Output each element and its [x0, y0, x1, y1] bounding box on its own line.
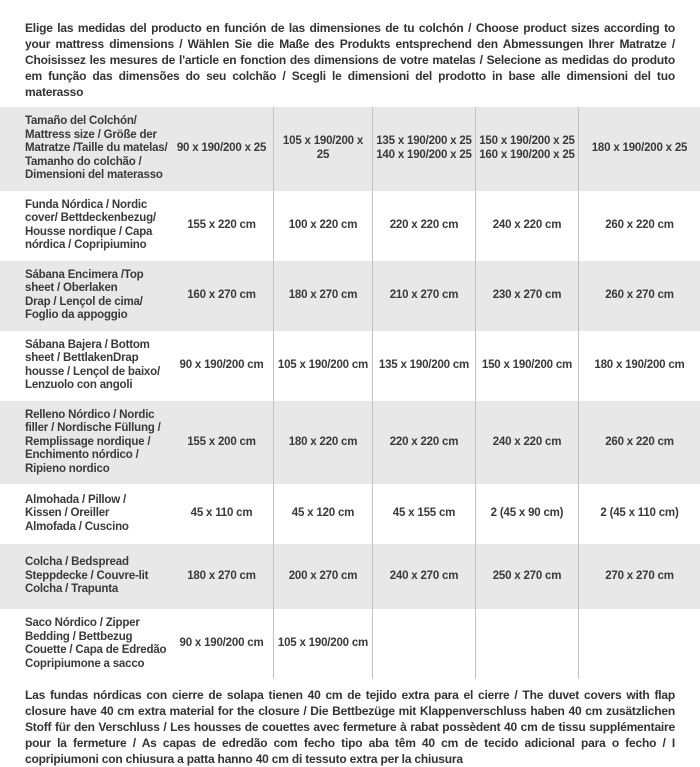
size-cell: 155 x 200 cm [187, 435, 256, 448]
size-cell: 100 x 220 cm [273, 191, 372, 261]
size-cell: 210 x 270 cm [372, 261, 475, 331]
size-cell: 220 x 220 cm [372, 401, 475, 485]
size-cell: 260 x 220 cm [578, 401, 700, 485]
size-table [0, 107, 700, 679]
size-cell: 180 x 190/200 cm [578, 331, 700, 401]
table-row [0, 261, 700, 331]
size-cell [578, 609, 700, 679]
size-cell: 180 x 270 cm [187, 569, 256, 582]
table-row [0, 191, 700, 261]
row-label: Sábana Encimera /Top sheet / Oberlaken Drap / Lençol de cima/ Foglio da appoggio [25, 268, 144, 321]
size-cell: 240 x 220 cm [475, 191, 578, 261]
table-row [0, 484, 700, 544]
size-cell: 180 x 270 cm [273, 261, 372, 331]
row-label: Funda Nórdica / Nordic cover/ Bettdeckenbezug/ Housse nordique / Capa nórdica / Copripiumino [25, 198, 156, 251]
size-cell: 240 x 220 cm [475, 401, 578, 485]
size-cell: 45 x 120 cm [273, 484, 372, 544]
table-row [0, 544, 700, 609]
size-cell [475, 609, 578, 679]
footnote-text: Las fundas nórdicas con cierre de solapa tienen 40 cm de tejido extra para el cierre / The duvet covers with flap closure have 40 cm extra material for the closure / Die Bettbezüge mit Klappenverschluss haben 40 cm zusätzlichen Stoff für den Verschluss / Les housses de couettes avec fermeture à rabat possèdent 40 cm de tissu supplémentaire pour la fermeture / As capas de edredão com fecho tipo aba têm 40 cm de tecido adicional para o fecho / I copripiumoni con chiusura a patta hanno 40 cm di tessuto extra per la chiusura [25, 688, 675, 766]
size-cell: 270 x 270 cm [578, 544, 700, 609]
row-label: Colcha / Bedspread Steppdecke / Couvre-lit Colcha / Trapunta [25, 556, 149, 596]
size-cell: 150 x 190/200 x 25 160 x 190/200 x 25 [475, 107, 578, 191]
row-label: Almohada / Pillow / Kissen / Oreiller Almofada / Cuscino [25, 493, 129, 533]
size-cell: 45 x 155 cm [372, 484, 475, 544]
table-row [0, 331, 700, 401]
size-cell: 135 x 190/200 cm [372, 331, 475, 401]
size-cell: 90 x 190/200 cm [179, 637, 264, 650]
size-cell: 250 x 270 cm [475, 544, 578, 609]
size-cell: 2 (45 x 110 cm) [578, 484, 700, 544]
size-cell: 180 x 190/200 x 25 [578, 107, 700, 191]
size-cell: 105 x 190/200 x 25 [273, 107, 372, 191]
size-cell: 240 x 270 cm [372, 544, 475, 609]
table-row [0, 401, 700, 485]
size-cell: 260 x 220 cm [578, 191, 700, 261]
row-label: Saco Nórdico / Zipper Bedding / Bettbezug Couette / Capa de Edredão Copripiumone a sacco [25, 617, 167, 670]
size-cell: 105 x 190/200 cm [273, 331, 372, 401]
size-cell: 135 x 190/200 x 25 140 x 190/200 x 25 [372, 107, 475, 191]
table-row [0, 609, 700, 679]
row-label: Relleno Nórdico / Nordic filler / Nordische Füllung / Remplissage nordique / Enchimento nórdico / Ripieno nordico [25, 408, 161, 475]
size-cell [372, 609, 475, 679]
size-cell: 260 x 270 cm [578, 261, 700, 331]
size-cell: 220 x 220 cm [372, 191, 475, 261]
size-cell: 105 x 190/200 cm [273, 609, 372, 679]
size-cell: 230 x 270 cm [475, 261, 578, 331]
size-cell: 200 x 270 cm [273, 544, 372, 609]
size-cell: 155 x 220 cm [187, 218, 256, 231]
intro-text: Elige las medidas del producto en función de las dimensiones de tu colchón / Choose product sizes according to your mattress dimensions / Wählen Sie die Maße des Produkts entsprechend den Abmessungen Ihrer Matratze / Choisissez les mesures de l'article en fonction des dimensions de votre matelas / Selecione as medidas do produto em função das dimensões do seu colchão / Scegli le dimensioni del prodotto in base alle dimensioni del tuo materasso [25, 21, 675, 99]
row-label: Tamaño del Colchón/ Mattress size / Größe der Matratze /Taille du matelas/ Tamanho do colchão / Dimensioni del materasso [25, 115, 168, 181]
size-cell: 2 (45 x 90 cm) [475, 484, 578, 544]
table-row [0, 107, 700, 191]
row-label: Sábana Bajera / Bottom sheet / BettlakenDrap housse / Lençol de baixo/ Lenzuolo con angoli [25, 338, 160, 391]
size-cell: 45 x 110 cm [190, 507, 253, 520]
size-cell: 160 x 270 cm [187, 288, 256, 301]
size-cell: 90 x 190/200 cm [179, 358, 264, 371]
size-cell: 180 x 220 cm [273, 401, 372, 485]
size-cell: 150 x 190/200 cm [475, 331, 578, 401]
size-cell: 90 x 190/200 x 25 [176, 142, 267, 154]
